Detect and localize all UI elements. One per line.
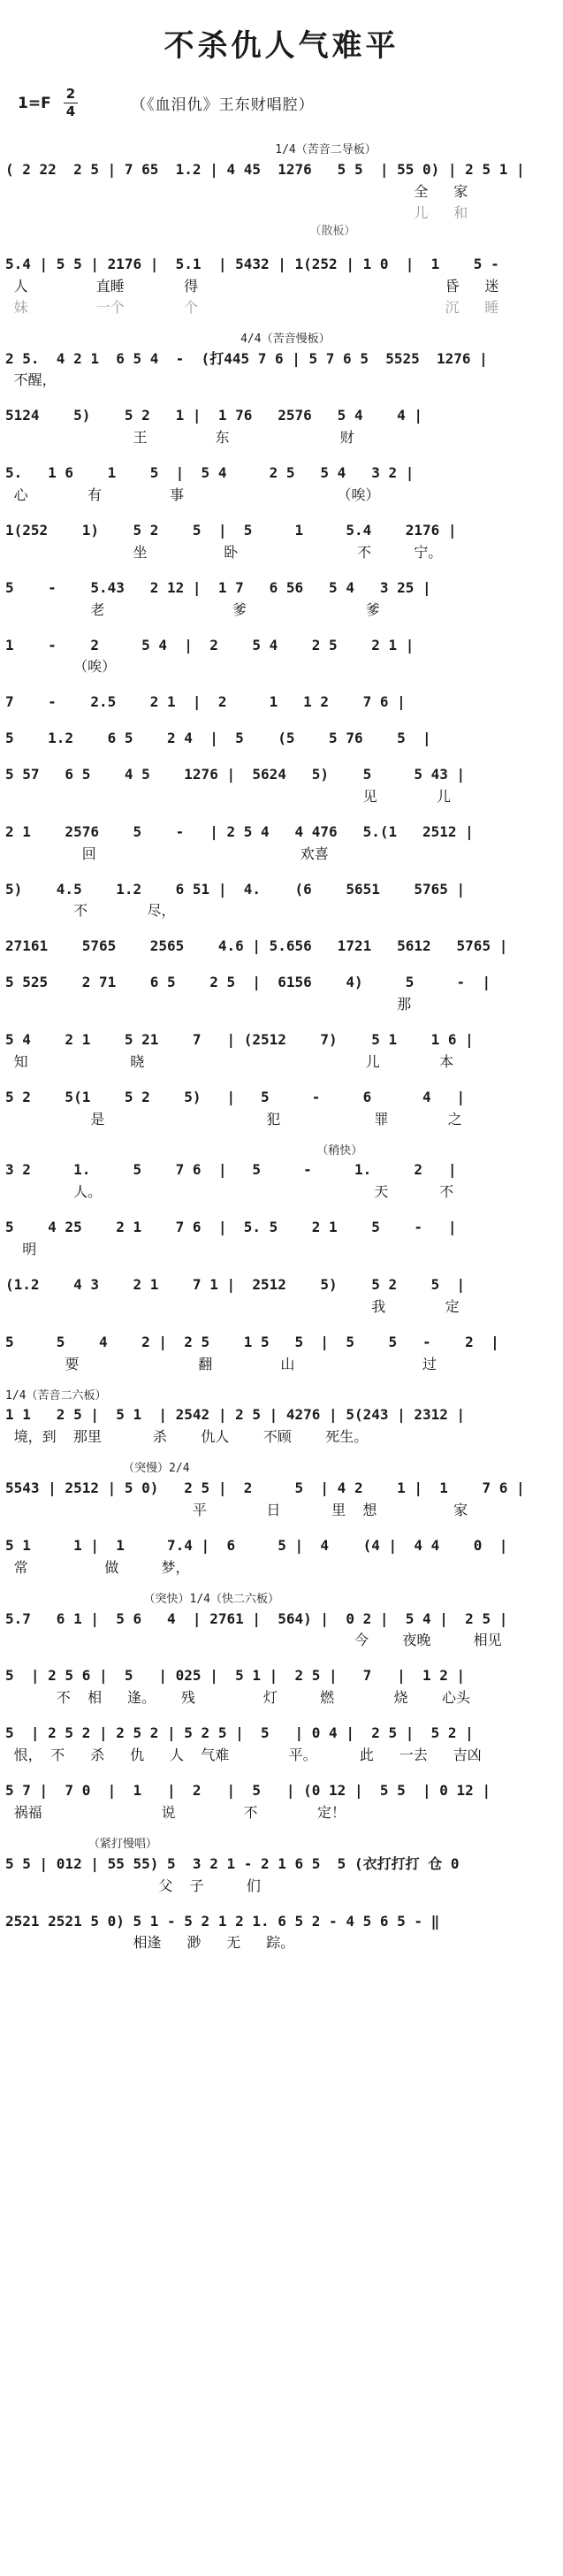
- score-system: [5, 635, 558, 678]
- notation-line: 5 5 | 012 | 55 55) 5 3 2 1 - 2 1 6 5 5 (衣打打打 仓 0: [5, 1854, 460, 1872]
- notation-line: 27161 5765 2565 4.6 | 5.656 1721 5612 5765 |: [5, 937, 508, 955]
- notation-line: 1 - 2 5 4 | 2 5 4 2 5 2 1 |: [5, 636, 415, 654]
- lyrics-line: 不醒，: [5, 371, 57, 389]
- notation-line: 5 5 4 2 | 2 5 1 5 5 | 5 5 - 2 |: [5, 1333, 499, 1350]
- lyrics-line: 明: [5, 1241, 37, 1257]
- tempo-marking: 1/4（苦音二六板）: [5, 1388, 107, 1403]
- lyrics-line: 恨， 不 杀 仇 人 气难 平。 此 一去 吉凶: [5, 1747, 482, 1764]
- notation-line: 5. 1 6 1 5 | 5 4 2 5 5 4 3 2 |: [5, 464, 415, 482]
- tempo-marking: （紧打慢唱）: [5, 1837, 157, 1851]
- score-system: [5, 1144, 558, 1204]
- tempo-marking: （突慢）2/4: [5, 1462, 190, 1476]
- score-system: [5, 972, 558, 1015]
- score-system: [5, 1911, 558, 1954]
- score-system: [5, 1535, 558, 1578]
- notation-line: 5 525 2 71 6 5 2 5 | 6156 4) 5 - |: [5, 974, 491, 991]
- lyrics-line: 祸福 说 不 定！: [5, 1803, 346, 1821]
- score-system: [5, 1838, 558, 1897]
- lyrics-line: 见 儿: [5, 787, 452, 805]
- lyrics-line: 人 直睡 得 昏 迷: [5, 277, 499, 294]
- score-system: [5, 1217, 558, 1260]
- score-system: [5, 1462, 558, 1521]
- notation-line: 5 2 5(1 5 2 5) | 5 - 6 4 |: [5, 1088, 466, 1105]
- score-system: [5, 254, 558, 318]
- score-system: [5, 1029, 558, 1073]
- score-system: [5, 692, 558, 714]
- notation-line: 5.4 | 5 5 | 2176 | 5.1 | 5432 | 1(252 | 1 0 | 1 5 -: [5, 255, 499, 272]
- notation-line: 5124 5) 5 2 1 | 1 76 2576 5 4 4 |: [5, 407, 423, 424]
- score-system: [5, 1332, 558, 1375]
- lyrics-line: （唉）: [5, 658, 117, 676]
- lyrics-line: 回 欢喜: [5, 845, 329, 862]
- notation-line: 5 - 5.43 2 12 | 1 7 6 56 5 4 3 25 |: [5, 578, 431, 596]
- notation-line: 5 | 2 5 6 | 5 | 025 | 5 1 | 2 5 | 7 | 1 2 |: [5, 1667, 466, 1685]
- score-system: [5, 577, 558, 621]
- tempo-marking: （突快）1/4（快二六板）: [5, 1592, 280, 1606]
- score-system: [5, 333, 558, 392]
- tempo-marking: （稍快）: [5, 1143, 363, 1158]
- notation-line: 3 2 1. 5 7 6 | 5 - 1. 2 |: [5, 1161, 457, 1179]
- lyrics-line: 不 尽，: [5, 902, 176, 920]
- lyrics-line: 人。 天 不: [5, 1183, 454, 1201]
- notation-line: 5 | 2 5 2 | 2 5 2 | 5 2 5 | 5 | 0 4 | 2 5 | 5 2 |: [5, 1724, 474, 1742]
- notation-line: 7 - 2.5 2 1 | 2 1 1 2 7 6 |: [5, 693, 406, 711]
- score-system: [5, 462, 558, 506]
- notation-line: 1 1 2 5 | 5 1 | 2542 | 2 5 | 4276 | 5(243 | 2312 |: [5, 1406, 466, 1424]
- notation-line: 5 1.2 6 5 2 4 | 5 (5 5 76 5 |: [5, 730, 431, 747]
- notation-line: 5543 | 2512 | 5 0) 2 5 | 2 5 | 4 2 1 | 1 7 6 |: [5, 1479, 525, 1497]
- notation-line: 5 7 | 7 0 | 1 | 2 | 5 | (0 12 | 5 5 | 0 12 |: [5, 1782, 491, 1800]
- notation-line: 5 4 25 2 1 7 6 | 5. 5 2 1 5 - |: [5, 1219, 457, 1236]
- notation-line: 1(252 1) 5 2 5 | 5 1 5.4 2176 |: [5, 521, 457, 539]
- annotation-line: （散板）: [5, 224, 356, 238]
- lyrics-line: 知 晓 儿 本: [5, 1052, 454, 1070]
- lyrics-line: 常 做 梦，: [5, 1558, 190, 1576]
- lyrics-line: 境，到 那里 杀 仇人 不顾 死生。: [5, 1428, 369, 1446]
- notation-line: ( 2 22 2 5 | 7 65 1.2 | 4 45 1276 5 5 | 55 0) | 2 5 1 |: [5, 160, 525, 178]
- score-system: [5, 1274, 558, 1318]
- notation-line: 5 4 2 1 5 21 7 | (2512 7) 5 1 1 6 |: [5, 1030, 474, 1048]
- lyrics-line: 我 定: [5, 1297, 460, 1315]
- lyrics-line: 心 有 事 （唉）: [5, 485, 380, 503]
- score-system: [5, 1087, 558, 1130]
- lyrics-line: 王 东 财: [5, 429, 354, 447]
- lyrics-line: 相逢 渺 无 踪。: [5, 1934, 295, 1952]
- lyrics-alt-line: 妹 一个 个 沉 睡: [5, 298, 499, 316]
- score-system: [5, 1780, 558, 1823]
- lyrics-line: 那: [5, 995, 412, 1013]
- score-system: [5, 1593, 558, 1652]
- lyrics-line: 是 犯 罪 之: [5, 1110, 462, 1127]
- score-system: [5, 1723, 558, 1766]
- notation-line: 2 1 2576 5 - | 2 5 4 4 476 5.(1 2512 |: [5, 822, 474, 840]
- notation-line: (1.2 4 3 2 1 7 1 | 2512 5) 5 2 5 |: [5, 1276, 466, 1293]
- score-system: [5, 405, 558, 448]
- score-system: [5, 822, 558, 865]
- meta-row: [18, 88, 558, 118]
- lyrics-line: 不 相 逢。 残 灯 燃 烧 心头: [5, 1689, 471, 1707]
- time-signature-numerator: 2: [64, 88, 78, 103]
- score-system: [5, 1665, 558, 1708]
- notation-line: 5) 4.5 1.2 6 51 | 4. (6 5651 5765 |: [5, 880, 466, 898]
- tempo-marking: 1/4（苦音二导板）: [5, 143, 377, 157]
- lyrics-line: 全 家: [5, 182, 468, 200]
- key-signature: 1=F: [18, 94, 51, 112]
- lyrics-line: 父 子 们: [5, 1877, 261, 1894]
- notation-line: 2521 2521 5 0) 5 1 - 5 2 1 2 1. 6 5 2 - 4 5 6 5 - ‖: [5, 1912, 440, 1930]
- page-title: 不杀仇人气难平: [164, 28, 399, 64]
- time-signature: [64, 88, 78, 118]
- lyrics-alt-line: 儿 和: [5, 203, 468, 221]
- source-note: （《血泪仇》王东财唱腔）: [131, 96, 315, 114]
- score-system: [5, 728, 558, 750]
- notation-line: 2 5. 4 2 1 6 5 4 - (打445 7 6 | 5 7 6 5 5525 1276 |: [5, 349, 488, 367]
- lyrics-line: 要 翻 山 过: [5, 1355, 437, 1372]
- tempo-marking: 4/4（苦音慢板）: [5, 332, 331, 346]
- score-system: [5, 764, 558, 807]
- score-body: [5, 143, 558, 1953]
- time-signature-denominator: 4: [65, 103, 76, 119]
- notation-line: 5 1 1 | 1 7.4 | 6 5 | 4 (4 | 4 4 0 |: [5, 1536, 508, 1554]
- notation-line: 5 57 6 5 4 5 1276 | 5624 5) 5 5 43 |: [5, 765, 466, 783]
- score-system: [5, 1389, 558, 1449]
- lyrics-line: 老 爹 爹: [5, 600, 380, 618]
- score-system: [5, 143, 558, 240]
- lyrics-line: 坐 卧 不 宁。: [5, 543, 443, 561]
- notation-line: 5.7 6 1 | 5 6 4 | 2761 | 564) | 0 2 | 5 4 | 2 5 |: [5, 1609, 508, 1627]
- lyrics-line: 今 夜晚 相见: [5, 1632, 502, 1649]
- lyrics-line: 平 日 里 想 家: [5, 1501, 468, 1518]
- score-system: [5, 520, 558, 563]
- score-system: [5, 936, 558, 958]
- score-system: [5, 879, 558, 922]
